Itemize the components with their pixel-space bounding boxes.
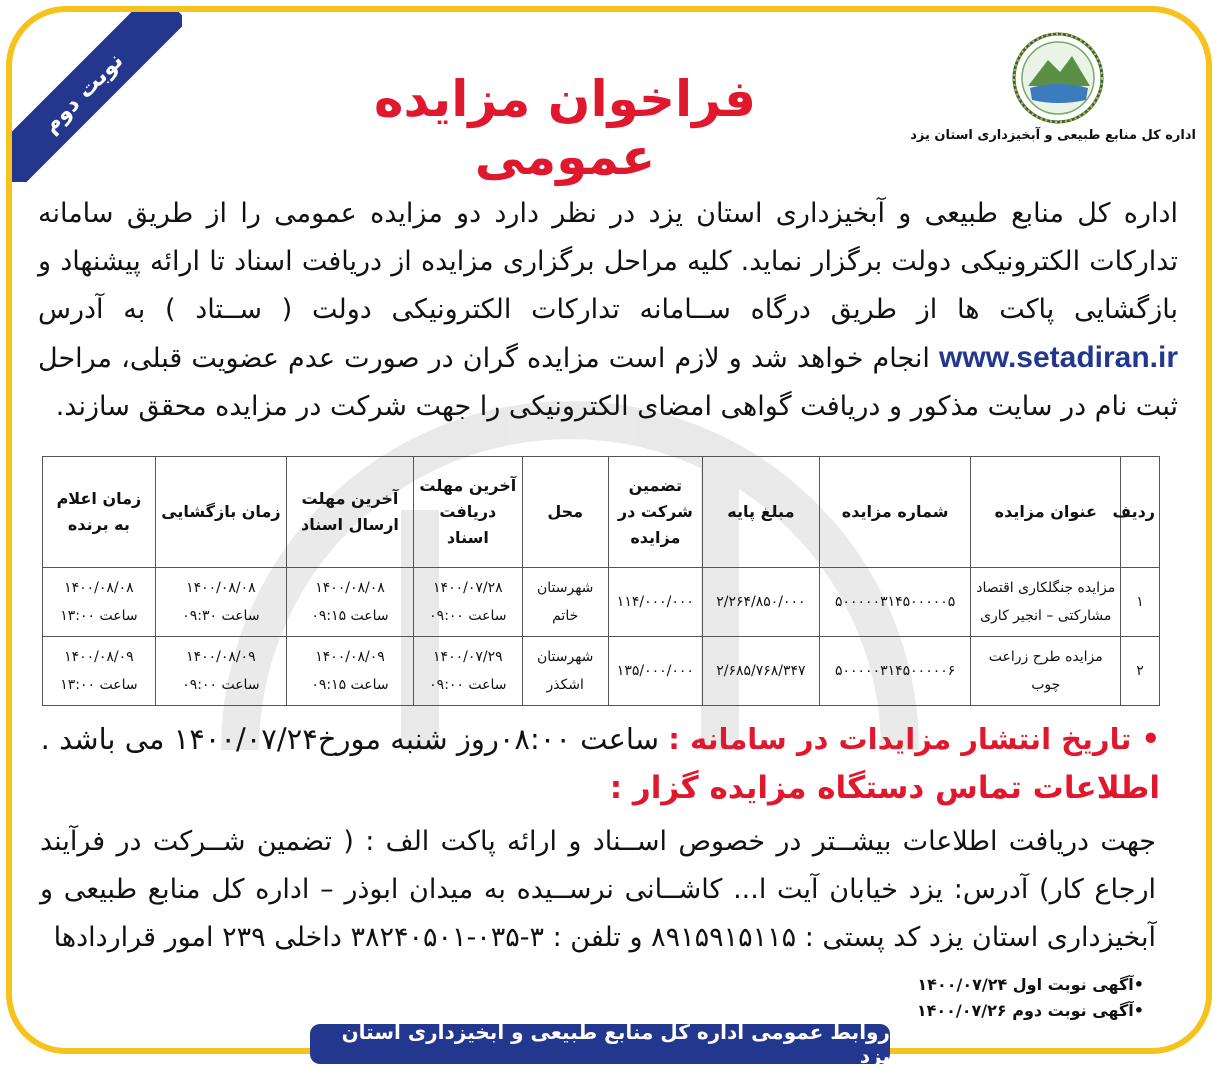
intro-paragraph bbox=[38, 190, 1178, 431]
intro-text-2: انجام خواهد شد و لازم است مزایده گران در صورت عدم عضویت قبلی، مراحل ثبت نام در سایت مذکور و دریافت گواهی امضای الکترونیکی را جهت شرکت در مزایده محقق سازند. bbox=[38, 343, 1178, 422]
send-time: ساعت ۰۹:۱۵ bbox=[311, 608, 389, 624]
table-row bbox=[43, 637, 1160, 706]
auction-table bbox=[42, 456, 1160, 706]
contact-paragraph: جهت دریافت اطلاعات بیشــتر در خصوص اســناد و ارائه پاکت الف : ( تضمین شــرکت در فرآیند ارجاع کار) آدرس: یزد خیابان آیت ا... کاشــانی نرســیده به میدان ابوذر – اداره کل منابع طبیعی و آبخیزداری استان یزد کد پستی : ۸۹۱۵۹۱۵۱۱۵ و تلفن : ۳-۰۳۵-۳۸۲۴۰۵۰۱ داخلی ۲۳۹ امور قراردادها bbox=[40, 826, 1156, 953]
auction-number: ۵۰۰۰۰۰۳۱۴۵۰۰۰۰۰۶ bbox=[819, 637, 971, 706]
col-header-place: محل bbox=[522, 457, 608, 568]
col-header-announce: زمان اعلام به برنده bbox=[43, 457, 156, 568]
opening-time bbox=[155, 637, 286, 706]
open-date: ۱۴۰۰/۰۸/۰۹ bbox=[186, 649, 256, 665]
setad-url-link[interactable]: www.setadiran.ir bbox=[939, 341, 1179, 374]
col-header-row-num: ردیف bbox=[1121, 457, 1160, 568]
guarantee-amount: ۱۱۴/۰۰۰/۰۰۰ bbox=[608, 568, 702, 637]
organization-logo bbox=[1010, 28, 1106, 128]
row-num: ۲ bbox=[1121, 637, 1160, 706]
contact-heading: اطلاعات تماس دستگاه مزایده گزار : bbox=[609, 770, 1160, 806]
open-time: ساعت ۰۹:۰۰ bbox=[182, 677, 260, 693]
base-price: ۲/۲۶۴/۸۵۰/۰۰۰ bbox=[702, 568, 819, 637]
table-header-row bbox=[43, 457, 1160, 568]
auction-title: مزایده طرح زراعت چوب bbox=[971, 637, 1121, 706]
announce-date: ۱۴۰۰/۰۸/۰۹ bbox=[64, 649, 134, 665]
page-title: فراخوان مزایده عمومی bbox=[374, 70, 756, 186]
announce-hour: ساعت ۱۳:۰۰ bbox=[60, 608, 138, 624]
send-deadline bbox=[286, 568, 413, 637]
second-notice-ribbon: نوبت دوم bbox=[12, 12, 182, 182]
table-row bbox=[43, 568, 1160, 637]
col-header-auction-no: شماره مزایده bbox=[819, 457, 971, 568]
announce-time bbox=[43, 568, 156, 637]
notice-dates bbox=[917, 972, 1144, 1024]
place: شهرستان خاتم bbox=[522, 568, 608, 637]
first-notice-date: •آگهی نوبت اول ۱۴۰۰/۰۷/۲۴ bbox=[917, 975, 1144, 994]
row-num: ۱ bbox=[1121, 568, 1160, 637]
col-header-opening: زمان بازگشایی bbox=[155, 457, 286, 568]
col-header-title: عنوان مزایده bbox=[971, 457, 1121, 568]
opening-time bbox=[155, 568, 286, 637]
announce-date: ۱۴۰۰/۰۸/۰۸ bbox=[64, 580, 134, 596]
send-time: ساعت ۰۹:۱۵ bbox=[311, 677, 389, 693]
open-time: ساعت ۰۹:۳۰ bbox=[182, 608, 260, 624]
col-header-base-price: مبلغ پایه bbox=[702, 457, 819, 568]
publish-date-line bbox=[40, 722, 1160, 756]
send-date: ۱۴۰۰/۰۸/۰۸ bbox=[315, 580, 385, 596]
intro-text-1: اداره کل منابع طبیعی و آبخیزداری استان یزد در نظر دارد دو مزایده عمومی را از طریق سامانه تدارکات الکترونیکی دولت برگزار نماید. کلیه مراحل برگزاری مزایده از دریافت اسناد تا ارائه پیشنهاد و بازگشایی پاکت ها از طریق درگاه ســامانه تدارکات الکترونیکی دولت ( ســتاد ) به آدرس bbox=[38, 198, 1178, 325]
base-price: ۲/۶۸۵/۷۶۸/۳۴۷ bbox=[702, 637, 819, 706]
send-date: ۱۴۰۰/۰۸/۰۹ bbox=[315, 649, 385, 665]
col-header-send-deadline: آخرین مهلت ارسال اسناد bbox=[286, 457, 413, 568]
footer-public-relations: روابط عمومی اداره کل منابع طبیعی و آبخیزداری استان یزد bbox=[310, 1024, 890, 1064]
second-notice-date: •آگهی نوبت دوم ۱۴۰۰/۰۷/۲۶ bbox=[916, 1001, 1144, 1020]
receive-time: ساعت ۰۹:۰۰ bbox=[429, 608, 507, 624]
col-header-receive-deadline: آخرین مهلت دریافت اسناد bbox=[414, 457, 523, 568]
ribbon-container bbox=[12, 12, 182, 182]
receive-deadline bbox=[414, 637, 523, 706]
receive-time: ساعت ۰۹:۰۰ bbox=[429, 677, 507, 693]
open-date: ۱۴۰۰/۰۸/۰۸ bbox=[186, 580, 256, 596]
place: شهرستان اشکذر bbox=[522, 637, 608, 706]
receive-deadline bbox=[414, 568, 523, 637]
receive-date: ۱۴۰۰/۰۷/۲۸ bbox=[433, 580, 503, 596]
send-deadline bbox=[286, 637, 413, 706]
col-header-guarantee: تضمین شرکت در مزایده bbox=[608, 457, 702, 568]
organization-name: اداره کل منابع طبیعی و آبخیزداری استان یزد bbox=[910, 128, 1196, 143]
publish-text: ساعت ۰۸:۰۰روز شنبه مورخ۱۴۰۰/۰۷/۲۴ می باشد . bbox=[40, 722, 660, 756]
announce-time bbox=[43, 637, 156, 706]
auction-number: ۵۰۰۰۰۰۳۱۴۵۰۰۰۰۰۵ bbox=[819, 568, 971, 637]
guarantee-amount: ۱۳۵/۰۰۰/۰۰۰ bbox=[608, 637, 702, 706]
receive-date: ۱۴۰۰/۰۷/۲۹ bbox=[433, 649, 503, 665]
publish-label: • تاریخ انتشار مزایدات در سامانه : bbox=[668, 722, 1160, 756]
announce-hour: ساعت ۱۳:۰۰ bbox=[60, 677, 138, 693]
auction-title: مزایده جنگلکاری اقتصاد مشارکتی – انجیر کاری bbox=[971, 568, 1121, 637]
